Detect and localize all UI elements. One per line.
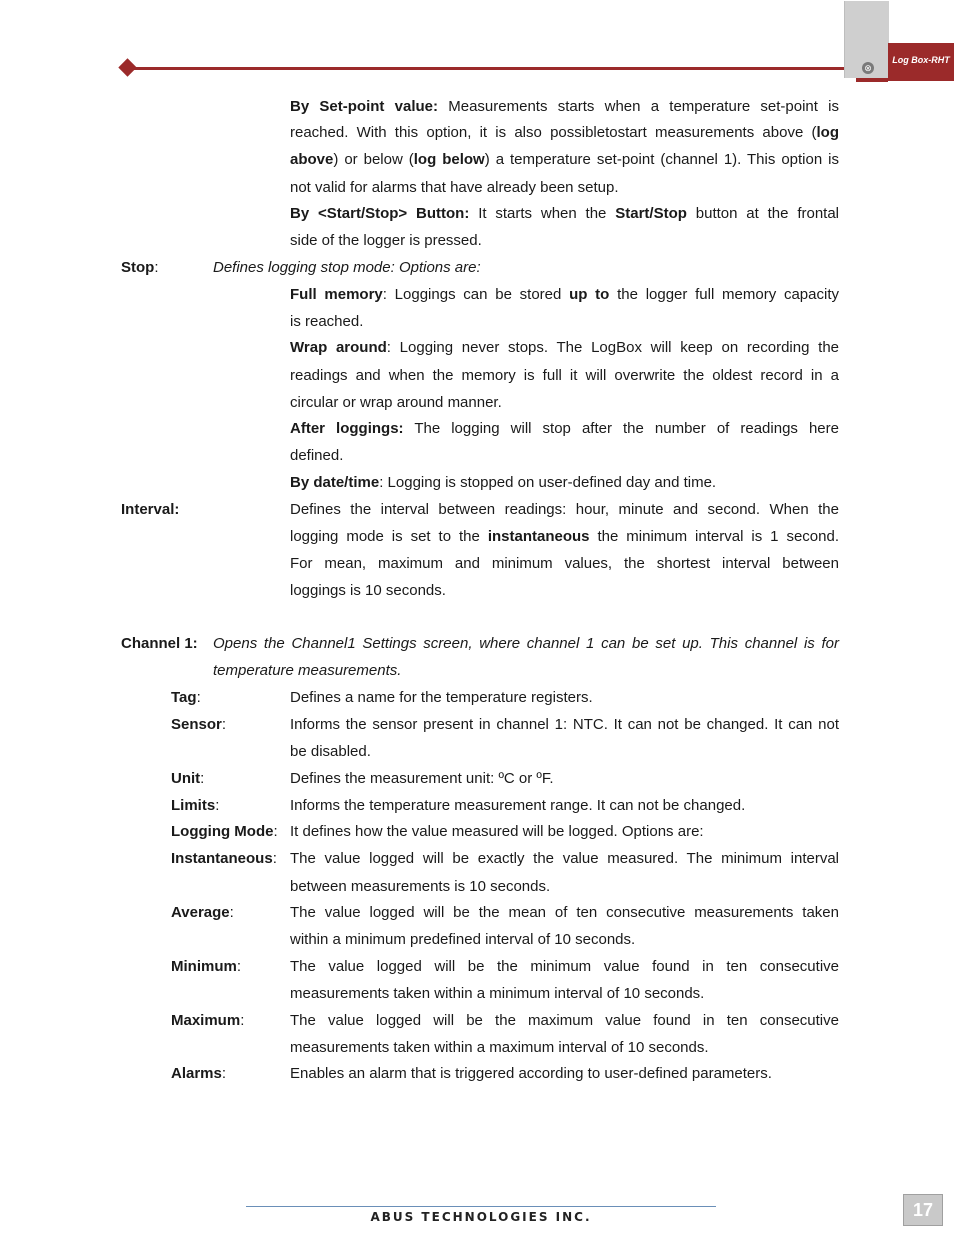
maximum-desc-2: measurements taken within a maximum interval of 10 seconds. (290, 1039, 709, 1056)
limits-label: Limits: (171, 797, 220, 814)
after-loggings-term: After loggings: (290, 420, 404, 437)
header-tab-label: Log Box-RHT (892, 55, 950, 65)
wrap-around-line-2: readings and when the memory is full it will overwrite the oldest record in a (290, 367, 839, 384)
setpoint-line-4: not valid for alarms that have already been setup. (290, 179, 619, 196)
full-memory-line-2: is reached. (290, 313, 364, 330)
button-line-1: By <Start/Stop> Button: It starts when the Start/Stop button at the frontal (290, 205, 840, 222)
channel1-line-1: Opens the Channel1 Settings screen, where channel 1 can be set up. This channel is for (213, 635, 839, 652)
average-desc-2: within a minimum predefined interval of 10 seconds. (290, 931, 636, 948)
setpoint-line-2: reached. With this option, it is also possibletostart measurements above (log (290, 124, 839, 141)
after-loggings-line-2: defined. (290, 447, 344, 464)
logging-mode-desc: It defines how the value measured will be logged. Options are: (290, 823, 704, 840)
logging-mode-label: Logging Mode: (171, 823, 278, 840)
by-date-line: By date/time: Logging is stopped on user-defined day and time. (290, 474, 717, 491)
average-desc-1: The value logged will be the mean of ten consecutive measurements taken (290, 904, 839, 921)
minimum-label: Minimum: (171, 958, 242, 975)
minimum-desc-2: measurements taken within a minimum interval of 10 seconds. (290, 985, 705, 1002)
unit-desc: Defines the measurement unit: ºC or ºF. (290, 770, 554, 787)
instantaneous-label: Instantaneous: (171, 850, 277, 867)
by-date-term: By date/time (290, 474, 380, 491)
sensor-desc-1: Informs the sensor present in channel 1: NTC. It can not be changed. It can not (290, 716, 839, 733)
setpoint-line-3: above) or below (log below) a temperature set-point (channel 1). This option is (290, 151, 839, 168)
page-number: 17 (903, 1194, 943, 1226)
instantaneous-desc-1: The value logged will be exactly the value measured. The minimum interval (290, 850, 839, 867)
header-diamond (118, 58, 136, 76)
interval-line-3: For mean, maximum and minimum values, the shortest interval between (290, 555, 839, 572)
limits-desc: Informs the temperature measurement range. It can not be changed. (290, 797, 746, 814)
header-rule (128, 67, 845, 70)
tag-label: Tag: (171, 689, 201, 706)
header-tab (888, 43, 954, 81)
button-line-2: side of the logger is pressed. (290, 232, 482, 249)
channel1-line-2: temperature measurements. (213, 662, 402, 679)
sensor-desc-2: be disabled. (290, 743, 371, 760)
alarms-desc: Enables an alarm that is triggered according to user-defined parameters. (290, 1065, 772, 1082)
alarms-label: Alarms: (171, 1065, 227, 1082)
average-label: Average: (171, 904, 234, 921)
minimum-desc-1: The value logged will be the minimum value found in ten consecutive (290, 958, 839, 975)
after-loggings-line-1: After loggings: The logging will stop after the number of readings here (290, 420, 839, 437)
button-term: By <Start/Stop> Button: (290, 205, 470, 222)
channel1-label: Channel 1: (121, 635, 198, 652)
setpoint-term: By Set-point value: (290, 98, 438, 115)
tag-desc: Defines a name for the temperature registers. (290, 689, 593, 706)
maximum-desc-1: The value logged will be the maximum value found in ten consecutive (290, 1012, 839, 1029)
stop-description: Defines logging stop mode: Options are: (213, 259, 481, 276)
interval-label: Interval: (121, 501, 180, 518)
interval-line-4: loggings is 10 seconds. (290, 582, 446, 599)
interval-line-2: logging mode is set to the instantaneous the minimum interval is 1 second. (290, 528, 839, 545)
header-tab-connector (856, 78, 888, 82)
full-memory-line-1: Full memory: Loggings can be stored up to the logger full memory capacity (290, 286, 839, 303)
wrap-around-line-3: circular or wrap around manner. (290, 394, 502, 411)
instantaneous-desc-2: between measurements is 10 seconds. (290, 878, 551, 895)
unit-label: Unit: (171, 770, 205, 787)
full-memory-term: Full memory (290, 286, 383, 303)
footer-company: ABUS TECHNOLOGIES INC. (370, 1210, 592, 1224)
footer-rule (246, 1206, 716, 1207)
maximum-label: Maximum: (171, 1012, 245, 1029)
interval-line-1: Defines the interval between readings: hour, minute and second. When the (290, 501, 839, 518)
stop-label: Stop: (121, 259, 159, 276)
wrap-around-term: Wrap around (290, 339, 387, 356)
sensor-label: Sensor: (171, 716, 227, 733)
wrap-around-line-1: Wrap around: Logging never stops. The LogBox will keep on recording the (290, 339, 839, 356)
close-circle-icon: ⊗ (862, 62, 874, 74)
setpoint-line-1: By Set-point value: Measurements starts when a temperature set-point is (290, 98, 840, 115)
